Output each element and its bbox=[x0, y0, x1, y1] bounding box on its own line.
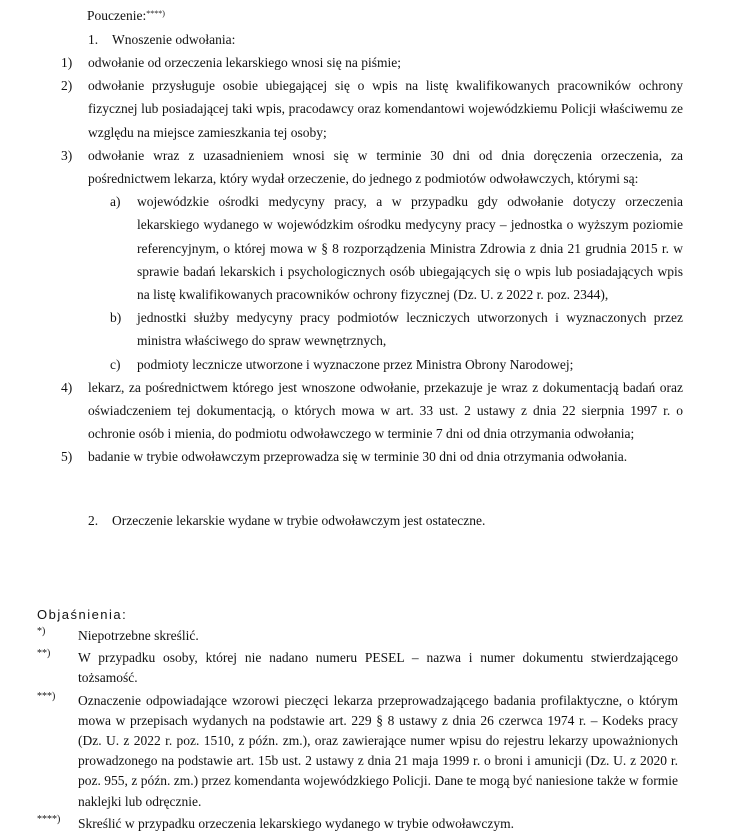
section-title: Wnoszenie odwołania: bbox=[112, 32, 236, 47]
list-item bbox=[0, 376, 730, 446]
section-2-paragraph bbox=[88, 509, 485, 532]
footnotes-list bbox=[0, 626, 730, 836]
list-item bbox=[0, 144, 730, 376]
list-item-number: 3) bbox=[61, 147, 73, 163]
instructions-heading bbox=[87, 4, 165, 27]
list-item-number: 2) bbox=[61, 78, 73, 94]
list-item-text: odwołanie przysługuje osobie ubiegającej się o wpis na listę kwalifikowanych pracowników ochrony fizycznej lub posiadającej taki wpis, pracodawcy oraz komendantowi wojewódzkiemu Policji właściwemu ze względu na miejsce zamieszkania tej osoby; bbox=[88, 78, 683, 140]
list-item bbox=[0, 445, 730, 468]
list-item bbox=[0, 51, 730, 74]
section-text: Orzeczenie lekarskie wydane w trybie odwoławczym jest ostateczne. bbox=[112, 513, 486, 528]
list-item-text: odwołanie od orzeczenia lekarskiego wnosi się na piśmie; bbox=[88, 55, 402, 70]
list-item-text: odwołanie wraz z uzasadnieniem wnosi się w terminie 30 dni od dnia doręczenia orzeczenia, za pośrednictwem lekarza, który wydał orzeczenie, do jednego z podmiotów odwoławczych, którymi są: bbox=[88, 147, 683, 187]
appeal-bodies-sublist bbox=[88, 190, 683, 376]
footnote-item bbox=[0, 691, 730, 812]
sublist-item-letter: b) bbox=[110, 310, 122, 326]
footnote-mark: **) bbox=[37, 648, 51, 660]
list-item bbox=[0, 74, 730, 144]
footnote-item bbox=[0, 648, 730, 688]
heading-footnote-mark: ****) bbox=[146, 9, 165, 18]
section-number: 2. bbox=[88, 513, 99, 528]
sublist-item bbox=[88, 353, 683, 376]
footnote-text: W przypadku osoby, której nie nadano numeru PESEL – nazwa i numer dokumentu stwierdzającego tożsamość. bbox=[78, 650, 678, 686]
sublist-item-text: jednostki służby medycyny pracy podmiotów leczniczych utworzonych i wyznaczonych przez ministra właściwego do spraw wewnętrznych, bbox=[137, 310, 683, 349]
sublist-item-text: podmioty lecznicze utworzone i wyznaczone przez Ministra Obrony Narodowej; bbox=[137, 356, 574, 372]
appeal-rules-list bbox=[0, 51, 730, 469]
list-item-number: 1) bbox=[61, 55, 73, 70]
footnote-mark: ***) bbox=[37, 690, 56, 702]
footnote-text: Skreślić w przypadku orzeczenia lekarskiego wydanego w trybie odwoławczym. bbox=[78, 815, 514, 831]
section-number: 1. bbox=[88, 32, 99, 47]
heading-text: Pouczenie: bbox=[87, 8, 147, 23]
footnote-text: Niepotrzebne skreślić. bbox=[78, 628, 199, 643]
footnotes-title: Objaśnienia: bbox=[37, 607, 128, 622]
sublist-item-text: wojewódzkie ośrodki medycyny pracy, a w przypadku gdy odwołanie dotyczy orzeczenia lekarskiego wydanego w wojewódzkim ośrodku medycyny pracy – jednostka o wyższym poziomie referencyjnym, o której mowa w § 8 rozporządzenia Ministra Zdrowia z dnia 21 grudnia 2015 r. w sprawie badań lekarskich i psychologicznych osób ubiegających się o wpis lub posiadających wpis na listę kwalifikowanych pracowników ochrony fizycznej (Dz. U. z 2022 r. poz. 2344), bbox=[137, 194, 683, 303]
footnote-item bbox=[0, 814, 730, 834]
list-item-number: 4) bbox=[61, 379, 73, 395]
footnote-mark: ****) bbox=[37, 813, 61, 825]
footnote-text: Oznaczenie odpowiadające wzorowi pieczęci lekarza przeprowadzającego badania profilaktyczne, o którym mowa w przepisach wydanych na podstawie art. 229 § 8 ustawy z dnia 26 czerwca 1974 r. – Kodeks pracy (Dz. U. z 2022 r. poz. 1510, z późn. zm.), oraz zawierające numer wpisu do rejestru lekarzy upoważnionych prowadzonego na podstawie art. 15b ust. 2 ustawy z dnia 21 maja 1999 r. o broni i amunicji (Dz. U. z 2020 r. poz. 955, z późn. zm.) przez komendanta wojewódzkiego Policji. Dane te mogą być naniesione także w formie naklejki lub odręcznie. bbox=[78, 692, 678, 809]
footnote-mark: *) bbox=[37, 626, 46, 637]
sublist-item-letter: c) bbox=[110, 356, 121, 372]
sublist-item bbox=[88, 190, 683, 306]
sublist-item-letter: a) bbox=[110, 194, 121, 210]
list-item-number: 5) bbox=[61, 449, 73, 465]
sublist-item bbox=[88, 306, 683, 352]
list-item-text: lekarz, za pośrednictwem którego jest wnoszone odwołanie, przekazuje je wraz z dokumentacją badań oraz oświadczeniem tej dokumentacją, o których mowa w art. 33 ust. 2 ustawy z dnia 22 sierpnia 1997 r. o ochronie osób i mienia, do podmiotu odwoławczego w terminie 7 dni od dnia otrzymania odwołania; bbox=[88, 379, 683, 442]
section-1-heading bbox=[88, 28, 235, 51]
list-item-text: badanie w trybie odwoławczym przeprowadza się w terminie 30 dni od dnia otrzymania odwołania. bbox=[88, 449, 628, 465]
footnote-item bbox=[0, 626, 730, 646]
